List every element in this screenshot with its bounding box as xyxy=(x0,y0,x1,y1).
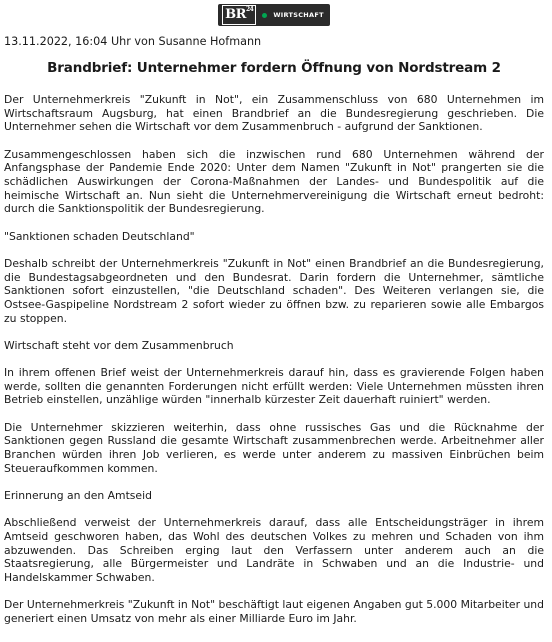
paragraph-amtseid: Abschließend verweist der Unternehmerkreis darauf, dass alle Entscheidungsträger in ihrem Amtseid geschworen haben, das Wohl des deutschen Volkes zu mehren und Schaden von ihm abzuwenden. Das Schreiben erging laut den Verfassern unter anderem auch an die Staatsregierung, alle Bürgermeister und Landräte in Schwaben und an die Industrie- und Handelskammer Schwaben. xyxy=(4,516,544,584)
paragraph-skizzieren: Die Unternehmer skizzieren weiterhin, dass ohne russisches Gas und die Rücknahme der Sanktionen gegen Russland die gesamte Wirtschaft zusammenbrechen werde. Arbeitnehmer aller Branchen würden ihren Job verlieren, es werde unter anderem zu massiven Einbrüchen beim Steueraufkommen kommen. xyxy=(4,420,544,475)
subheading-amtseid: Erinnerung an den Amtseid xyxy=(4,488,152,502)
article-meta: 13.11.2022, 16:04 Uhr von Susanne Hofmann xyxy=(4,35,262,48)
paragraph-brandbrief: Deshalb schreibt der Unternehmerkreis "Zukunft in Not" einen Brandbrief an die Bundesregierung, die Bundestagsabgeordneten und den Bundesrat. Darin fordern die Unternehmer, sämtliche Sanktionen sofort einzustellen, "die Deutschland schaden". Des Weiteren verlangen sie, die Ostsee-Gaspipeline Nordstream 2 sofort wieder zu öffnen bzw. zu reparieren sowie alle Embargos zu stoppen. xyxy=(4,256,544,325)
header-bar xyxy=(4,0,544,30)
paragraph-mitarbeiter: Der Unternehmerkreis "Zukunft in Not" beschäftigt laut eigenen Angaben gut 5.000 Mitarbeiter und generiert einen Umsatz von mehr als einer Milliarde Euro im Jahr. xyxy=(4,598,544,625)
paragraph-background: Zusammengeschlossen haben sich die inzwischen rund 680 Unternehmen während der Anfangsphase der Pandemie Ende 2020: Unter dem Namen "Zukunft in Not" prangerten sie die schädlichen Auswirkungen der Corona-Maßnahmen der Landes- und Bundespolitik auf die heimische Wirtschaft an. Nun sieht die Unternehmervereinigung die Wirtschaft erneut bedroht: durch die Sanktionspolitik der Bundesregierung. xyxy=(4,147,544,216)
br-logo-mark: BR$^{24}$ xyxy=(222,5,256,25)
article-title: Brandbrief: Unternehmer fordern Öffnung von Nordstream 2 xyxy=(47,60,501,76)
article-body xyxy=(4,93,544,626)
subheading-zusammenbruch: Wirtschaft steht vor dem Zusammenbruch xyxy=(4,338,234,352)
section-label[interactable]: WIRTSCHAFT xyxy=(273,11,324,19)
br24-logo[interactable] xyxy=(218,4,330,26)
paragraph-intro: Der Unternehmerkreis "Zukunft in Not", ein Zusammenschluss von 680 Unternehmen im Wirtschaftsraum Augsburg, hat einen Brandbrief an die Bundesregierung geschrieben. Die Unternehmer sehen die Wirtschaft vor dem Zusammenbruch - aufgrund der Sanktionen. xyxy=(4,93,544,134)
subheading-sanktionen: "Sanktionen schaden Deutschland" xyxy=(4,229,195,243)
paragraph-folgen: In ihrem offenen Brief weist der Unternehmerkreis darauf hin, dass es gravierende Folgen haben werde, sollten die genannten Forderungen nicht erfüllt werden: Viele Unternehmen müssten ihren Betrieb einstellen, unzählige würden "innerhalb kürzester Zeit dauerhaft ruiniert" werden. xyxy=(4,366,544,407)
status-dot-icon xyxy=(262,13,267,18)
